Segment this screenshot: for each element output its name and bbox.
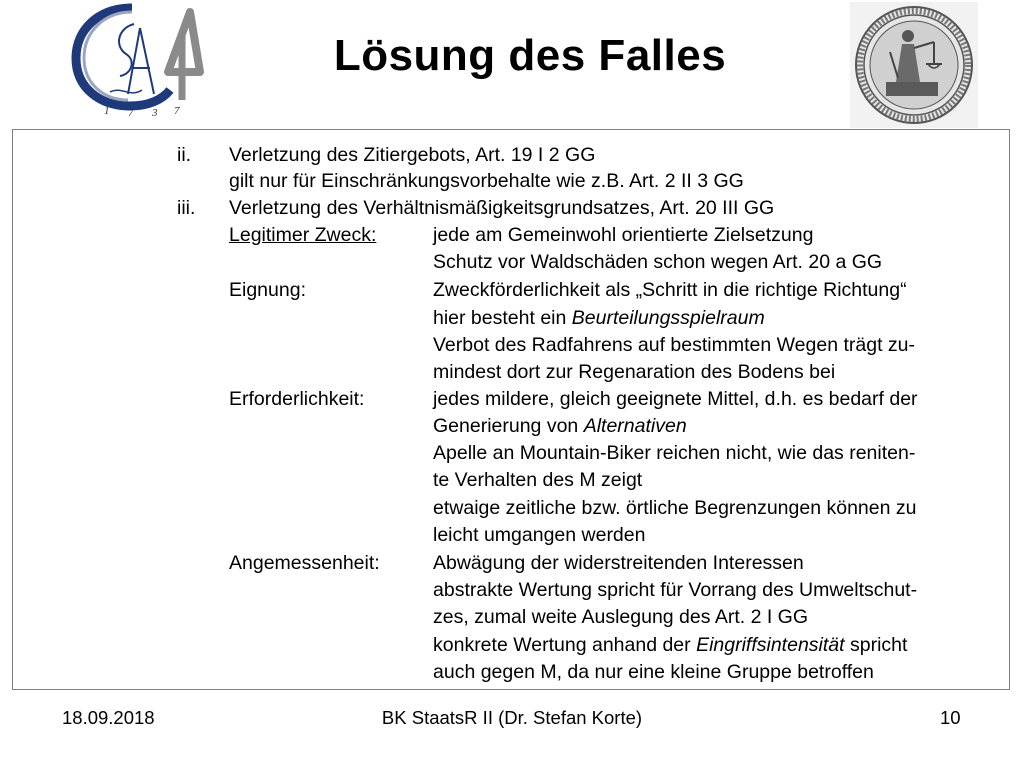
list-marker-ii: ii. <box>177 144 192 166</box>
footer-course: BK StaatsR II (Dr. Stefan Korte) <box>381 707 643 728</box>
eignung-label: Eignung: <box>229 279 306 301</box>
text-span: Generierung von <box>433 415 584 437</box>
logo-year-digit: 3 <box>152 107 158 119</box>
content-box <box>12 129 1010 690</box>
university-logo <box>70 2 210 120</box>
eignung-line: Zweckförderlichkeit als „Schritt in die richtige Richtung“ <box>433 279 907 301</box>
zweck-line: jede am Gemeinwohl orientierte Zielsetzung <box>433 224 814 246</box>
eignung-line: mindest dort zur Regenaration des Bodens bei <box>433 361 836 383</box>
footer-page-number: 10 <box>940 707 961 728</box>
angemessenheit-label: Angemessenheit: <box>229 552 380 574</box>
page-title: Lösung des Falles <box>333 31 727 80</box>
zitiergebot-heading: Verletzung des Zitiergebots, Art. 19 I 2 GG <box>229 144 596 166</box>
logo-year-digit: 1 <box>104 105 110 117</box>
text-span: konkrete Wertung anhand der <box>433 634 697 656</box>
eignung-line: Verbot des Radfahrens auf bestimmten Wegen trägt zu- <box>433 334 915 356</box>
erforderlichkeit-line: etwaige zeitliche bzw. örtliche Begrenzungen können zu <box>433 497 917 519</box>
logo-year-digit: 7 <box>128 107 134 119</box>
angemessenheit-line: zes, zumal weite Auslegung des Art. 2 I GG <box>433 606 809 628</box>
angemessenheit-line: abstrakte Wertung spricht für Vorrang des Umweltschut- <box>433 579 918 601</box>
footer-date: 18.09.2018 <box>62 707 155 728</box>
erforderlichkeit-line: jedes mildere, gleich geeignete Mittel, d.h. es bedarf der <box>433 388 918 410</box>
text-span: hier besteht ein <box>433 307 572 329</box>
erforderlichkeit-line: te Verhalten des M zeigt <box>433 469 643 491</box>
zweck-label: Legitimer Zweck: <box>229 224 377 246</box>
logo-year-digit: 7 <box>174 105 180 117</box>
text-span: spricht <box>844 634 908 656</box>
eignung-line <box>433 305 765 331</box>
verhaeltnismaessigkeit-heading: Verletzung des Verhältnismäßigkeitsgrundsatzes, Art. 20 III GG <box>229 197 775 219</box>
zweck-line: Schutz vor Waldschäden schon wegen Art. 20 a GG <box>433 251 883 273</box>
erforderlichkeit-line: Apelle an Mountain-Biker reichen nicht, wie das reniten- <box>433 442 916 464</box>
emphasis-text: Alternativen <box>583 415 687 437</box>
emphasis-text: Eingriffsintensität <box>696 634 845 656</box>
zitiergebot-note: gilt nur für Einschränkungsvorbehalte wie z.B. Art. 2 II 3 GG <box>229 170 744 192</box>
emphasis-text: Beurteilungsspielraum <box>571 307 765 329</box>
angemessenheit-line <box>433 632 907 658</box>
angemessenheit-line: auch gegen M, da nur eine kleine Gruppe betroffen <box>433 661 874 683</box>
angemessenheit-line: Abwägung der widerstreitenden Interessen <box>433 552 804 574</box>
faculty-seal <box>850 2 978 128</box>
erforderlichkeit-line: leicht umgangen werden <box>433 524 646 546</box>
erforderlichkeit-label: Erforderlichkeit: <box>229 388 365 410</box>
erforderlichkeit-line <box>433 413 687 439</box>
list-marker-iii: iii. <box>177 197 196 219</box>
